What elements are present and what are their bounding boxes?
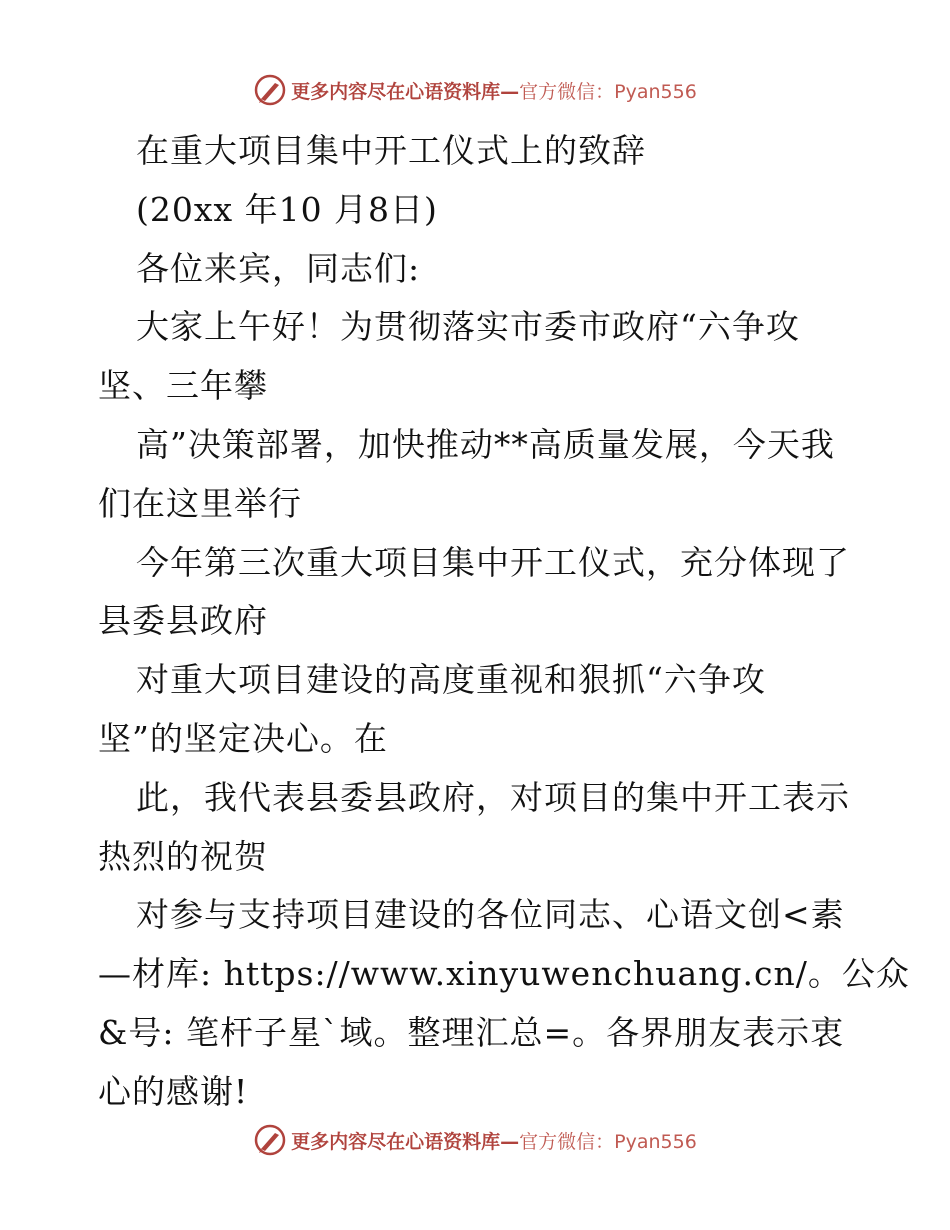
banner-text: 更多内容尽在心语资料库—: [291, 1130, 520, 1153]
doc-salutation: 各位来宾，同志们:: [136, 248, 421, 288]
doc-line: 对参与支持项目建设的各位同志、心语文创<素: [136, 895, 845, 935]
header-watermark-banner: [0, 70, 950, 110]
doc-line: 对重大项目建设的高度重视和狠抓“六争攻: [136, 660, 766, 700]
doc-line: 热烈的祝贺: [98, 836, 268, 876]
doc-line: —材库: https://www.xinyuwenchuang.cn/。公众: [98, 954, 910, 994]
doc-line: 此，我代表县委县政府，对项目的集中开工表示: [136, 777, 850, 817]
footer-watermark-banner: [0, 1120, 950, 1160]
banner-wechat: 官方微信：Pyan556: [519, 80, 697, 103]
doc-line: 坚、三年攀: [98, 366, 268, 406]
banner-text: 更多内容尽在心语资料库—: [291, 80, 520, 103]
doc-title: 在重大项目集中开工仪式上的致辞: [136, 131, 646, 170]
doc-line: 高”决策部署，加快推动**高质量发展，今天我: [136, 424, 835, 464]
pen-logo-icon: [253, 1123, 287, 1157]
doc-line: 坚”的坚定决心。在: [98, 718, 388, 758]
doc-line: 们在这里举行: [98, 483, 302, 523]
doc-date: (20xx 年10 月8日): [136, 189, 438, 229]
pen-logo-icon: [253, 73, 287, 107]
doc-line: 县委县政府: [98, 601, 268, 641]
document-body: [98, 122, 910, 1122]
doc-line: 大家上午好！为贯彻落实市委市政府“六争攻: [136, 307, 800, 347]
doc-line: 心的感谢!: [98, 1071, 249, 1111]
banner-wechat: 官方微信：Pyan556: [519, 1130, 697, 1153]
doc-line: 今年第三次重大项目集中开工仪式，充分体现了: [136, 542, 850, 582]
doc-line: &号: 笔杆子星`域。整理汇总=。各界朋友表示衷: [98, 1012, 845, 1052]
